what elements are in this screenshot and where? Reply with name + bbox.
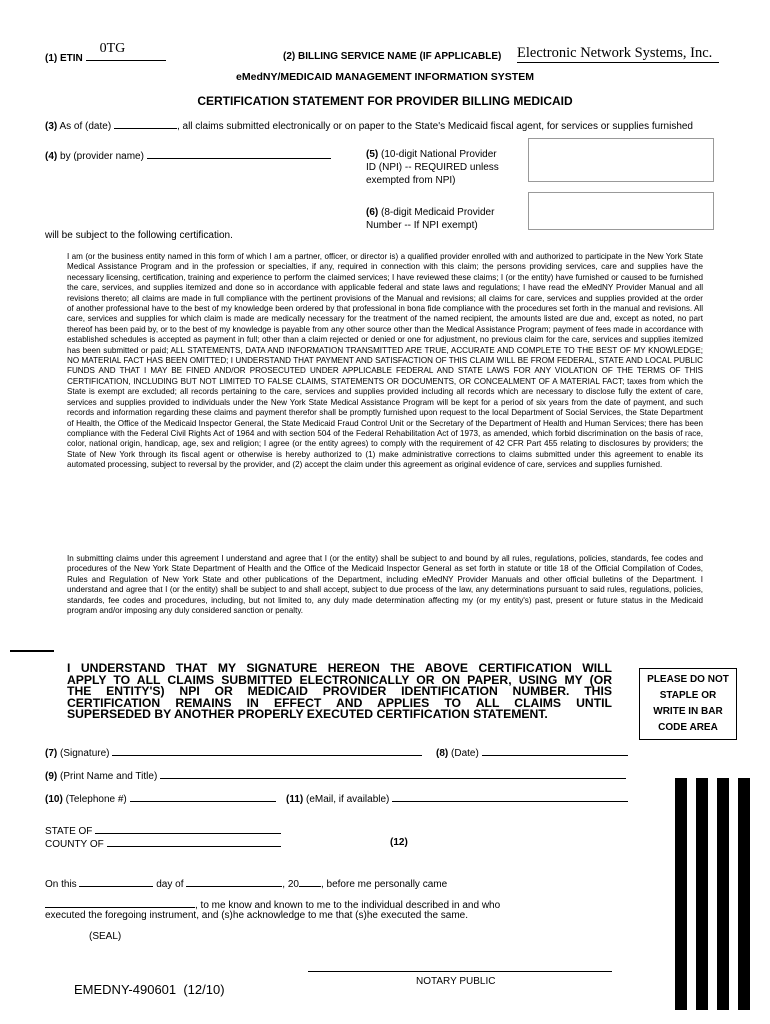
barcode-note-line-3: WRITE IN BAR (653, 706, 723, 717)
field-9-label: (Print Name and Title) (60, 771, 158, 782)
field-7-row (45, 745, 422, 760)
medicaid-provider-number-box[interactable] (528, 192, 714, 230)
email-input[interactable] (392, 791, 628, 802)
field-6-line2: Number -- If NPI exempt) (366, 220, 478, 231)
state-of-input[interactable] (95, 823, 281, 834)
etin-field (45, 41, 166, 65)
field-3-number: (3) (45, 121, 58, 132)
certification-line-5: SUPERSEDED BY ANOTHER PROPERLY EXECUTED CERTIFICATION STATEMENT. (67, 707, 548, 721)
barcode-bar-4 (738, 778, 750, 1010)
field-4-label: by (provider name) (60, 151, 144, 162)
form-number: EMEDNY-490601 (12/10) (74, 982, 225, 997)
field-3-suffix: , all claims submitted electronically or on paper to the State's Medicaid fiscal agent, for services or supplies furnished (176, 121, 693, 132)
on-this-label: On this (45, 879, 77, 890)
etin-input[interactable] (86, 41, 166, 61)
etin-value: 0TG (99, 41, 126, 56)
individual-name-input[interactable] (45, 897, 195, 908)
divider-mark (10, 650, 54, 652)
county-of-input[interactable] (107, 836, 281, 847)
field-8-label: (Date) (451, 748, 479, 759)
field-3-row (45, 118, 693, 133)
certification-line-4: CERTIFICATION REMAINS IN EFFECT AND APPLIES TO ALL CLAIMS UNTIL (67, 695, 612, 710)
barcode-warning-box (639, 668, 737, 740)
field-6-number: (6) (366, 207, 379, 218)
billing-service-field (283, 50, 501, 63)
field-5-number: (5) (366, 149, 379, 160)
field-11-row (286, 791, 628, 806)
field-5-label (366, 148, 499, 187)
field-9-number: (9) (45, 771, 58, 782)
billing-service-value: Electronic Network Systems, Inc. (517, 45, 713, 61)
provider-name-input[interactable] (147, 148, 331, 159)
barcode-note-line-2: STAPLE OR (659, 690, 717, 701)
field-12-number: (12) (390, 837, 408, 848)
barcode-bar-2 (696, 778, 708, 1010)
before-me-text: , before me personally came (320, 879, 448, 890)
field-10-label: (Telephone #) (65, 794, 127, 805)
seal-label: (SEAL) (89, 931, 122, 942)
print-name-title-input[interactable] (160, 768, 626, 779)
certification-line-1: I UNDERSTAND THAT MY SIGNATURE HEREON THE ABOVE CERTIFICATION WILL (67, 661, 612, 675)
barcode-bar-3 (717, 778, 729, 1010)
field-7-label: (Signature) (60, 748, 110, 759)
notary-public-label: NOTARY PUBLIC (416, 976, 496, 987)
system-title: eMedNY/MEDICAID MANAGEMENT INFORMATION SYSTEM (236, 71, 534, 83)
field-11-label: (eMail, if available) (306, 794, 390, 805)
form-title: CERTIFICATION STATEMENT FOR PROVIDER BILLING MEDICAID (197, 94, 573, 108)
certification-paragraph-1: I am (or the business entity named in this form of which I am a partner, officer, or director is) a qualified provider enrolled with and authorized to participate in the New York State Medical Assistance Program and in the profession or specialties, if any, required in connection with this claim; the persons providing services, care and supplies have the necessary licensing, certification, training and experience to perform the claimed services; I have reviewed these claims; I (or the entity) have furnished or caused to be furnished the care, services, and supplies itemized and done so in accordance with applicable federal and state laws and regulations; I have read the eMedNY Provider Manual and all revisions thereto; all claims are made in full compliance with the pertinent provisions of the Manual and revisions; all claims for care, services and supplies provided at the order of another professional have to the best of my knowledge been ordered by that professional in bona fide compliance with the procedures set forth in the manual and revisions. All care, services and supplies for which claim is made are medically necessary for the treatment of the named recipient, the amounts listed are due and, except as noted, no part thereof has been paid by, or to the best of my knowledge is payable from any other source other than the Medical Assistance Program; payment of fees made in accordance with established schedules is accepted as payment in full; other than a claim rejected or denied or one for adjustment, no previous claim for the care, services and supplies itemized has been submitted or paid; ALL STATEMENTS, DATA AND INFORMATION TRANSMITTED ARE TRUE, ACCURATE AND COMPLETE TO THE BEST OF MY KNOWLEDGE; NO MATERIAL FACT HAS BEEN OMITTED; I UNDERSTAND THAT PAYMENT AND SATISFACTION OF THIS CLAIM WILL BE FROM FEDERAL, STATE AND LOCAL PUBLIC FUNDS AND THAT I MAY BE FINED AND/OR PROSECUTED UNDER APPLICABLE FEDERAL AND STATE LAWS FOR ANY VIOLATION OF THE TERMS OF THIS CERTIFICATION, INCLUDING BUT NOT LIMITED TO FALSE CLAIMS, STATEMENTS OR DOCUMENTS, OR CONCEALMENT OF A MATERIAL FACT; taxes from which the State is exempt are excluded; all records pertaining to the care, services and supplies provided including all records which are necessary to disclose fully the extent of care, services and supplies provided to individuals under the New York State Medical Assistance Program will be kept for a period of six years from the date of payment, and such records and information regarding these claims and payment therefor shall be promptly furnished upon request to the local Department of Social Services, the State Department of Health, the Office of the Medicaid Inspector General, the State Medicaid Fraud Control Unit or the Secretary of the Department of Health and Human Services; there has been compliance with the Federal Civil Rights Act of 1964 and with section 504 of the Federal Rehabilitation Act of 1973, as amended, which forbid discrimination on the basis of race, color, national origin, handicap, age, sex and religion; I agree (or the entity agrees) to comply with the requirement of 42 CFR Part 455 relating to disclosures by providers; the State of New York through its fiscal agent or otherwise is hereby authorized to (1) make administrative corrections to claims submitted under this agreement to enable its automated processing, subject to reversal by the provider, and (2) accept the claim under this agreement as original evidence of care, services and supplies furnished. (67, 252, 703, 470)
county-of-row (45, 836, 281, 851)
on-this-row (45, 876, 447, 891)
field-8-number: (8) (436, 748, 449, 759)
date-input[interactable] (482, 745, 628, 756)
npi-input-box[interactable] (528, 138, 714, 182)
field-11-number: (11) (286, 794, 304, 805)
field-5-line2: ID (NPI) -- REQUIRED unless (366, 162, 499, 173)
notary-signature-line[interactable] (308, 971, 612, 972)
field-8-row (436, 745, 628, 760)
certification-line-3: THE ENTITY'S) NPI OR MEDICAID PROVIDER IDENTIFICATION NUMBER. THIS (67, 684, 612, 698)
day-input[interactable] (79, 876, 153, 887)
year-prefix: , 20 (282, 879, 299, 890)
county-of-label: COUNTY OF (45, 839, 104, 850)
certification-line-2: APPLY TO ALL CLAIMS SUBMITTED ELECTRONICALLY OR ON PAPER, USING MY (OR (67, 672, 612, 687)
certification-paragraph-2: In submitting claims under this agreement I understand and agree that I (or the entity) shall be subject to and bound by all rules, regulations, policies, standards, fee codes and procedures of the New York State Department of Health and the Office of the Medicaid Inspector General as set forth in statute or title 18 of the Official Compilation of Codes, Rules and Regulation of New York State and other publications of the Department, including eMedNY Provider Manuals and other official bulletins of the Department. I understand and agree that I (or the entity) shall be subject to and shall accept, subject to due process of the law, any determinations pursuant to said rules, regulations, policies, standards, fee codes and procedures, including, but not limited to, any duly made determination affecting my (or my entity's) past, present or future status in the Medicaid program and/or imposing any duly considered sanction or penalty. (67, 554, 703, 616)
field-7-number: (7) (45, 748, 58, 759)
field-6-label (366, 206, 494, 232)
field-6-line1: (8-digit Medicaid Provider (381, 207, 495, 218)
barcode-note-line-1: PLEASE DO NOT (647, 674, 729, 685)
billing-service-label: (2) BILLING SERVICE NAME (IF APPLICABLE) (283, 51, 502, 62)
field-5-line1: (10-digit National Provider (381, 149, 497, 160)
executed-text: executed the foregoing instrument, and (s)he acknowledge to me that (s)he executed the same. (45, 910, 469, 921)
year-input[interactable] (299, 876, 321, 887)
field-9-row (45, 768, 626, 783)
etin-label: (1) ETIN (45, 53, 83, 64)
field-10-number: (10) (45, 794, 63, 805)
barcode-note-line-4: CODE AREA (658, 722, 718, 733)
barcode-bar-1 (675, 778, 687, 1010)
billing-service-input[interactable] (517, 45, 719, 63)
field-4-number: (4) (45, 151, 58, 162)
month-input[interactable] (186, 876, 282, 887)
day-of-label: day of (156, 879, 184, 890)
signature-input[interactable] (112, 745, 422, 756)
field-4-row (45, 148, 331, 163)
telephone-input[interactable] (130, 791, 276, 802)
as-of-date-input[interactable] (114, 118, 177, 129)
signature-certification-block (67, 663, 612, 709)
field-3-label: As of (date) (59, 121, 112, 132)
state-of-label: STATE OF (45, 826, 93, 837)
field-10-row (45, 791, 276, 806)
field-5-line3: exempted from NPI) (366, 175, 456, 186)
known-text: , to me know and known to me to the individual described in and who (195, 900, 501, 911)
subject-text: will be subject to the following certification. (45, 230, 233, 241)
